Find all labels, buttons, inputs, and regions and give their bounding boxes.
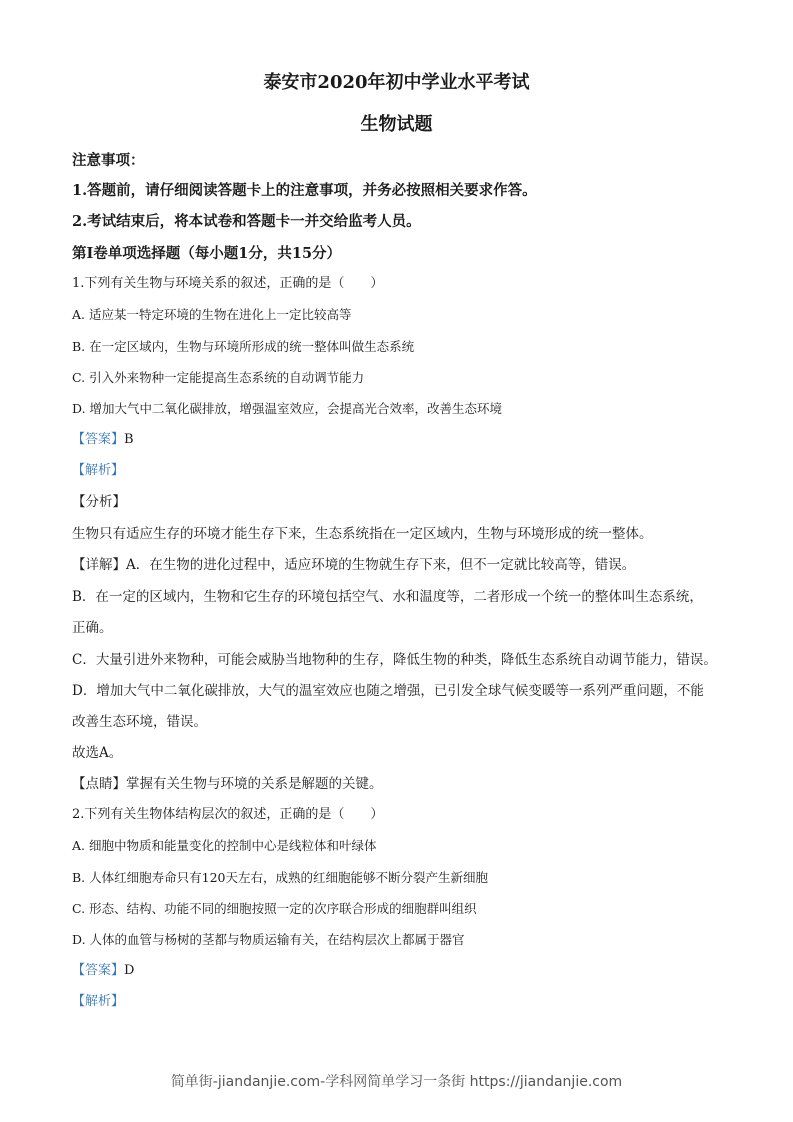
- q1-detail-line: B．在一定的区域内，生物和它生存的环境包括空气、水和温度等，二者形成一个统一的整体叫生态系统，: [72, 589, 703, 605]
- q1-option-b: B. 在一定区域内，生物与环境所形成的统一整体叫做生态系统: [72, 339, 415, 354]
- q1-option-d: D. 增加大气中二氧化碳排放，增强温室效应，会提高光合效率，改善生态环境: [72, 401, 503, 416]
- q1-stem: 1.下列有关生物与环境关系的叙述，正确的是（ ）: [72, 276, 384, 291]
- section-heading: 第Ⅰ卷单项选择题（每小题1分，共15分）: [72, 245, 342, 262]
- note-2: 2.考试结束后，将本试卷和答题卡一并交给监考人员。: [72, 213, 421, 230]
- q1-detail-line: 正确。: [72, 620, 113, 636]
- page-footer: 简单街-jiandanjie.com-学科网简单学习一条街 https://jiandanjie.com: [170, 1074, 623, 1090]
- q1-fenxi-tag: 【分析】: [72, 494, 126, 510]
- q1-detail-line: 改善生态环境，错误。: [72, 714, 207, 730]
- q2-option-a: A. 细胞中物质和能量变化的控制中心是线粒体和叶绿体: [72, 838, 377, 853]
- page-title: 泰安市2020年初中学业水平考试: [263, 72, 530, 93]
- note-1: 1.答题前，请仔细阅读答题卡上的注意事项，并务必按照相关要求作答。: [72, 182, 537, 199]
- notes-heading: 注意事项：: [72, 152, 145, 169]
- q1-answer-tag: 【答案】: [72, 432, 125, 447]
- q1-dianjing: 【点睛】掌握有关生物与环境的关系是解题的关键。: [72, 776, 383, 792]
- q1-answer: [72, 432, 134, 448]
- q1-detail-line: C．大量引进外来物种，可能会威胁当地物种的生存，降低生物的种类，降低生态系统自动调节能力，错误。: [72, 652, 717, 668]
- q1-detail-line: 故选A。: [72, 745, 123, 761]
- q2-stem: 2.下列有关生物体结构层次的叙述，正确的是（ ）: [72, 807, 384, 822]
- q2-answer-value: D: [124, 963, 135, 978]
- q1-answer-value: B: [124, 432, 134, 447]
- q2-analysis-tag: 【解析】: [72, 994, 125, 1009]
- q1-analysis-tag: 【解析】: [72, 463, 125, 478]
- q1-detail-line: D．增加大气中二氧化碳排放，大气的温室效应也随之增强，已引发全球气候变暖等一系列严重问题，不能: [72, 683, 704, 699]
- q2-option-b: B. 人体红细胞寿命只有120天左右，成熟的红细胞能够不断分裂产生新细胞: [72, 870, 488, 885]
- q1-option-a: A. 适应某一特定环境的生物在进化上一定比较高等: [72, 307, 352, 322]
- q2-answer: [72, 963, 134, 979]
- q1-detail-line: 【详解】A．在生物的进化过程中，适应环境的生物就生存下来，但不一定就比较高等，错误。: [72, 557, 636, 573]
- q2-option-c: C. 形态、结构、功能不同的细胞按照一定的次序联合形成的细胞群叫组织: [72, 901, 477, 916]
- q1-option-c: C. 引入外来物种一定能提高生态系统的自动调节能力: [72, 370, 365, 385]
- q1-fenxi-text: 生物只有适应生存的环境才能生存下来，生态系统指在一定区域内，生物与环境形成的统一整体。: [72, 526, 653, 542]
- q2-option-d: D. 人体的血管与杨树的茎都与物质运输有关，在结构层次上都属于器官: [72, 932, 465, 947]
- q2-answer-tag: 【答案】: [72, 963, 125, 978]
- page-subtitle: 生物试题: [360, 114, 433, 135]
